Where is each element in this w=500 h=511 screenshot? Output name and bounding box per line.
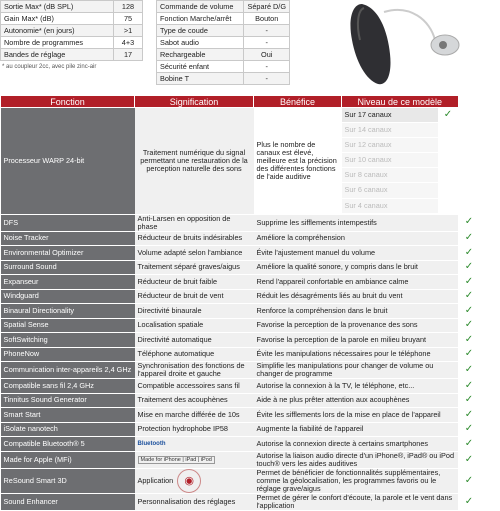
feature-signification: Localisation spatiale [135, 318, 254, 333]
feature-benefice: Rend l'appareil confortable en ambiance calme [254, 275, 459, 290]
spec-value: Séparé D/G [244, 1, 290, 13]
feature-signification: Mise en marche différée de 10s [135, 408, 254, 423]
check-icon: ✓ [458, 260, 480, 275]
spec-row [157, 25, 290, 37]
table-row [1, 437, 481, 452]
feature-signification: Réducteur de bruits indésirables [135, 231, 254, 246]
spec-value: Bouton [244, 13, 290, 25]
feature-fonction: Binaural Directionality [1, 304, 135, 319]
feature-benefice: Améliore la compréhension [254, 231, 459, 246]
table-row [1, 468, 481, 493]
check-icon: ✓ [458, 393, 480, 408]
check-icon: ✓ [458, 422, 480, 437]
table-row [1, 451, 481, 468]
feature-benefice: Augmente la fiabilité de l'appareil [254, 422, 459, 437]
spec-value: 4+3 [114, 37, 143, 49]
level-item [342, 168, 459, 183]
table-row [1, 304, 481, 319]
feature-benefice: Aide à ne plus prêter attention aux acouphènes [254, 393, 459, 408]
spec-row [157, 13, 290, 25]
spec-row [1, 25, 143, 37]
spec-value: 128 [114, 1, 143, 13]
spec-label: Bandes de réglage [1, 49, 114, 61]
feature-signification: Personnalisation des réglages [135, 493, 254, 510]
feature-fonction: iSolate nanotech [1, 422, 135, 437]
spec-row [157, 49, 290, 61]
feature-benefice: Favorise la perception de la parole en milieu bruyant [254, 333, 459, 348]
table-row [1, 422, 481, 437]
processor-signification: Traitement numérique du signal permettant une restauration de la perception naturelle des sons [135, 108, 254, 215]
spec-row [157, 1, 290, 13]
level-label: Sur 12 canaux [344, 140, 392, 150]
check-icon [438, 183, 458, 197]
feature-benefice: Supprime les sifflements intempestifs [254, 214, 459, 231]
feature-fonction: Compatible sans fil 2,4 GHz [1, 379, 135, 394]
processor-row [1, 108, 481, 215]
spec-value: >1 [114, 25, 143, 37]
mfi-badge: Made for iPhone | iPad | iPod [138, 456, 215, 464]
spec-label: Autonomie* (en jours) [1, 25, 114, 37]
feature-fonction: Noise Tracker [1, 231, 135, 246]
level-item [342, 199, 459, 214]
spec-label: Sabot audio [157, 37, 244, 49]
feature-benefice: Simplifie les manipulations pour changer de volume ou changer de programme [254, 362, 459, 379]
spec-area [0, 0, 500, 95]
spec-row [157, 61, 290, 73]
feature-fonction: Communication inter-appareils 2,4 GHz [1, 362, 135, 379]
table-row [1, 231, 481, 246]
feature-signification: Réducteur de bruit faible [135, 275, 254, 290]
check-icon: ✓ [458, 318, 480, 333]
spec-row [1, 37, 143, 49]
check-icon [438, 199, 458, 213]
feature-benefice: Évite les manipulations nécessaires pour le téléphone [254, 347, 459, 362]
feature-fonction: Smart Start [1, 408, 135, 423]
spec-label: Commande de volume [157, 1, 244, 13]
spec-value: 17 [114, 49, 143, 61]
spec-table-left [0, 0, 143, 61]
check-icon: ✓ [458, 275, 480, 290]
check-icon [438, 123, 458, 137]
hearing-aid-image [300, 0, 500, 92]
spec-label: Gain Max* (dB) [1, 13, 114, 25]
header-benefice: Bénéfice [254, 96, 342, 108]
feature-signification: Synchronisation des fonctions de l'appareil droite et gauche [135, 362, 254, 379]
spec-value: - [244, 61, 290, 73]
processor-levels [342, 108, 459, 215]
feature-signification [135, 437, 254, 452]
feature-fonction: Compatible Bluetooth® 5 [1, 437, 135, 452]
table-row [1, 493, 481, 510]
bluetooth-logo: Bluetooth [137, 441, 166, 448]
table-row [1, 246, 481, 261]
spec-label: Nombre de programmes [1, 37, 114, 49]
table-row [1, 260, 481, 275]
spec-value: 75 [114, 13, 143, 25]
check-icon [438, 138, 458, 152]
table-row [1, 318, 481, 333]
spec-value: - [244, 25, 290, 37]
feature-benefice: Améliore la qualité sonore, y compris dans le bruit [254, 260, 459, 275]
table-row [1, 408, 481, 423]
feature-signification: Protection hydrophobe IP58 [135, 422, 254, 437]
feature-benefice: Favorise la perception de la provenance des sons [254, 318, 459, 333]
spec-row [1, 49, 143, 61]
feature-signification: Volume adapté selon l'ambiance [135, 246, 254, 261]
level-label: Sur 17 canaux [344, 110, 392, 119]
feature-benefice: Autorise la liaison audio directe d'un iPhone®, iPad® ou iPod touch® vers les aides auditives [254, 451, 459, 468]
processor-benefice: Plus le nombre de canaux est élevé, meilleure est la précision des différentes fonctions de l'aide auditive [254, 108, 342, 215]
table-row [1, 214, 481, 231]
features-table [0, 95, 480, 511]
header-signification: Signification [135, 96, 254, 108]
spec-label: Sécurité enfant [157, 61, 244, 73]
spec-value: Oui [244, 49, 290, 61]
app-label: Application [137, 475, 174, 485]
feature-fonction: Tinnitus Sound Generator [1, 393, 135, 408]
feature-fonction: Windguard [1, 289, 135, 304]
spec-value: - [244, 73, 290, 85]
feature-signification: Directivité automatique [135, 333, 254, 348]
feature-benefice: Permet de gérer le confort d'écoute, la parole et le vent dans l'application [254, 493, 459, 510]
spec-row [157, 37, 290, 49]
feature-signification: Traitement séparé graves/aigus [135, 260, 254, 275]
level-label: Sur 14 canaux [344, 125, 392, 135]
check-icon: ✓ [458, 231, 480, 246]
check-icon: ✓ [458, 379, 480, 394]
feature-benefice: Permet de bénéficier de fonctionnalités supplémentaires, comme la géolocalisation, les programmes favoris ou le réglage grave/aigus [254, 468, 459, 493]
check-icon: ✓ [458, 468, 480, 493]
table-row [1, 362, 481, 379]
check-icon: ✓ [438, 108, 458, 122]
feature-fonction: Spatial Sense [1, 318, 135, 333]
level-item [342, 183, 459, 198]
feature-fonction: Expanseur [1, 275, 135, 290]
level-label: Sur 6 canaux [344, 185, 388, 195]
check-icon: ✓ [458, 304, 480, 319]
table-row [1, 289, 481, 304]
feature-signification [135, 451, 254, 468]
spec-row [1, 1, 143, 13]
level-item [342, 138, 459, 153]
level-item [342, 108, 459, 123]
feature-benefice: Autorise la connexion à la TV, le téléphone, etc... [254, 379, 459, 394]
check-icon [438, 153, 458, 167]
table-row [1, 379, 481, 394]
level-item [342, 153, 459, 168]
feature-fonction: Environmental Optimizer [1, 246, 135, 261]
header-fonction: Fonction [1, 96, 135, 108]
feature-signification [135, 468, 254, 493]
level-label: Sur 10 canaux [344, 155, 392, 165]
spec-note: * au coupleur 2cc, avec pile zinc-air [2, 64, 97, 70]
spec-label: Rechargeable [157, 49, 244, 61]
spec-label: Fonction Marche/arrêt [157, 13, 244, 25]
feature-signification: Anti-Larsen en opposition de phase [135, 214, 254, 231]
feature-signification: Directivité binaurale [135, 304, 254, 319]
feature-fonction: DFS [1, 214, 135, 231]
table-row [1, 393, 481, 408]
app-icon: ◉ [177, 469, 201, 493]
feature-signification: Téléphone automatique [135, 347, 254, 362]
feature-fonction: PhoneNow [1, 347, 135, 362]
feature-signification: Traitement des acouphènes [135, 393, 254, 408]
check-icon: ✓ [458, 437, 480, 452]
check-icon: ✓ [458, 246, 480, 261]
feature-fonction: Surround Sound [1, 260, 135, 275]
spec-label: Type de coude [157, 25, 244, 37]
feature-benefice: Réduit les désagréments liés au bruit du vent [254, 289, 459, 304]
feature-benefice: Évite l'ajustement manuel du volume [254, 246, 459, 261]
feature-signification: Compatible accessoires sans fil [135, 379, 254, 394]
feature-fonction: SoftSwitching [1, 333, 135, 348]
feature-signification: Réducteur de bruit de vent [135, 289, 254, 304]
check-icon: ✓ [458, 451, 480, 468]
feature-benefice: Évite les sifflements lors de la mise en place de l'appareil [254, 408, 459, 423]
feature-benefice: Renforce la compréhension dans le bruit [254, 304, 459, 319]
level-item [342, 123, 459, 138]
level-label: Sur 8 canaux [344, 170, 388, 180]
check-icon [438, 168, 458, 182]
spec-table-right [156, 0, 290, 85]
processor-fonction: Processeur WARP 24-bit [1, 108, 135, 215]
feature-fonction: Made for Apple (MFi) [1, 451, 135, 468]
spec-row [1, 13, 143, 25]
check-icon: ✓ [458, 347, 480, 362]
check-icon: ✓ [458, 408, 480, 423]
table-row [1, 333, 481, 348]
feature-fonction: ReSound Smart 3D [1, 468, 135, 493]
spec-label: Bobine T [157, 73, 244, 85]
spec-value: - [244, 37, 290, 49]
check-icon: ✓ [458, 493, 480, 510]
check-icon: ✓ [458, 214, 480, 231]
spec-row [157, 73, 290, 85]
level-label: Sur 4 canaux [344, 200, 388, 210]
header-niveau: Niveau de ce modèle [342, 96, 459, 108]
check-icon: ✓ [458, 289, 480, 304]
check-icon: ✓ [458, 362, 480, 379]
spec-label: Sortie Max* (dB SPL) [1, 1, 114, 13]
check-icon: ✓ [458, 333, 480, 348]
feature-benefice: Autorise la connexion directe à certains smartphones [254, 437, 459, 452]
feature-fonction: Sound Enhancer [1, 493, 135, 510]
table-row [1, 347, 481, 362]
table-row [1, 275, 481, 290]
